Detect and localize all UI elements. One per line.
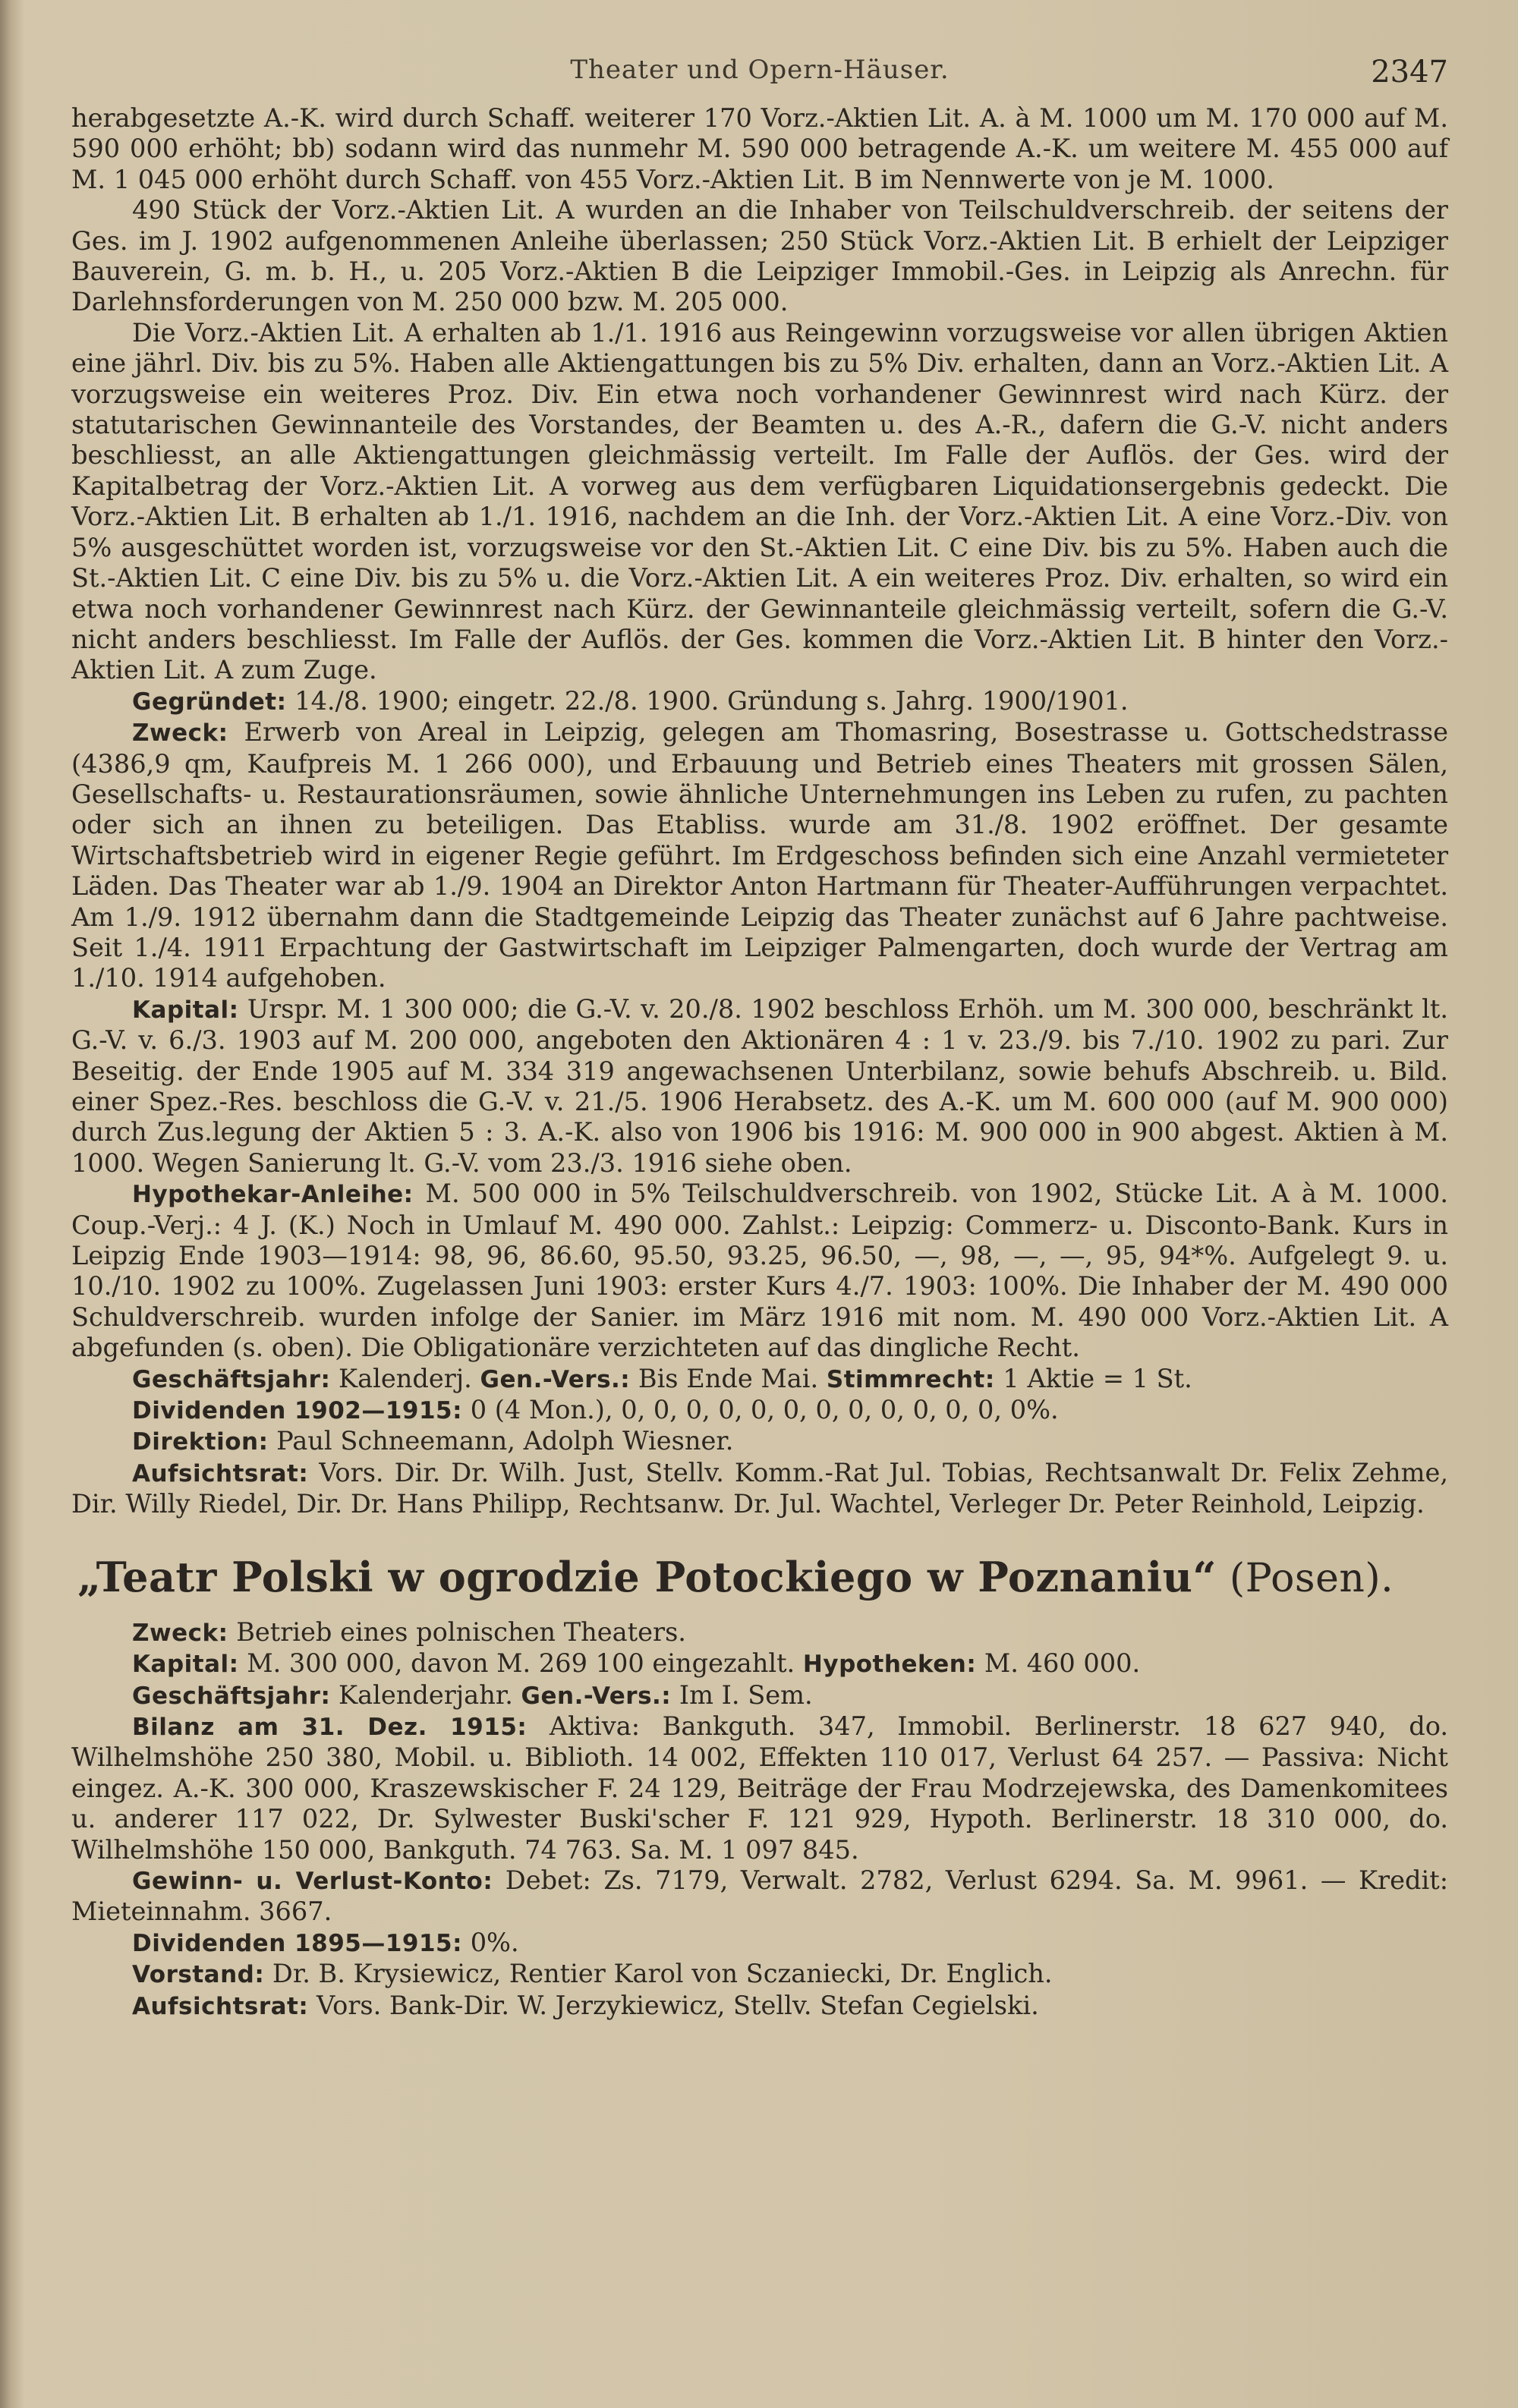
supervisory-board-label-2: Aufsichtsrat: (132, 1992, 309, 2020)
balance-sheet-label: Bilanz am 31. Dez. 1915: (132, 1713, 528, 1741)
profit-loss-text: Debet: Zs. 7179, Verwalt. 2782, Verlust 6294. Sa. M. 9961. — Kredit: Mieteinnahm. 3667. (71, 1865, 1449, 1927)
capital-text-2: M. 300 000, davon M. 269 100 eingezahlt. (238, 1648, 803, 1679)
page-header (71, 55, 1448, 103)
general-meeting-text: Bis Ende Mai. (630, 1363, 827, 1393)
page-number: 2347 (1371, 55, 1448, 90)
mortgage-bond-label: Hypothekar-Anleihe: (132, 1181, 414, 1209)
mortgage-bond-text: M. 500 000 in 5% Teilschuldverschreib. von 1902, Stücke Lit. A à M. 1000. Coup.-Verj.: 4 J. (K.) Noch in Umlauf M. 490 000. Zahlst.: Leipzig: Commerz- u. Disconto-Bank. Kurs in Leipzig Ende 1903—1914: 98, 96, 86.60, 95.50, 93.25, 96.50, —, 98, —, —, 95, 94*%. Aufgelegt 9. u. 10./10. 1902 zu 100%. Zugelassen Juni 1903: erster Kurs 4./7. 1903: 100%. Die Inhaber der M. 490 000 Schuldverschreib. wurden infolge der Sanier. im März 1916 mit nom. M. 490 000 Vorz.-Aktien Lit. A abgefunden (s. oben). Die Obligationäre verzichteten auf das dingliche Recht. (71, 1179, 1448, 1363)
supervisory-board-label: Aufsichtsrat: (132, 1459, 309, 1487)
management-paragraph (71, 1426, 1448, 1457)
general-meeting-label-2: Gen.-Vers.: (521, 1682, 672, 1710)
management-text: Paul Schneemann, Adolph Wiesner. (268, 1426, 734, 1456)
running-title: Theater und Opern-Häuser. (570, 55, 950, 85)
board-label: Vorstand: (132, 1961, 265, 1989)
purpose-label-2: Zweck: (132, 1619, 228, 1647)
preferred-shares-paragraph: 490 Stück der Vorz.-Aktien Lit. A wurden an die Inhaber von Teilschuldverschreib. der seitens der Ges. im J. 1902 aufgenommenen Anleihe überlassen; 250 Stück Vorz.-Aktien Lit. B erhielt der Leipziger Bauverein, G. m. b. H., u. 205 Vorz.-Aktien B die Leipziger Immobil.-Ges. in Leipzig als Anrechn. für Darlehnsforderungen von M. 250 000 bzw. M. 205 000. (71, 195, 1448, 317)
dividends-paragraph-2 (71, 1928, 1448, 1959)
dividends-text: 0 (4 Mon.), 0, 0, 0, 0, 0, 0, 0, 0, 0, 0, 0, 0, 0%. (462, 1395, 1059, 1425)
balance-sheet-text: Aktiva: Bankguth. 347, Immobil. Berlinerstr. 18 627 940, do. Wilhelmshöhe 250 380, Mobil. u. Biblioth. 14 002, Effekten 110 017, Verlust 64 257. — Passiva: Nicht eingez. A.-K. 300 000, Kraszewskischer F. 24 129, Beiträge der Frau Modrzejewska, des Damenkomitees u. anderer 117 022, Dr. Sylwester Buski'scher F. 121 929, Hypoth. Berlinerstr. 18 310 000, do. Wilhelmshöhe 150 000, Bankguth. 74 763. Sa. M. 1 097 845. (71, 1711, 1448, 1865)
fiscal-year-text: Kalenderj. (330, 1363, 480, 1393)
founded-text: 14./8. 1900; eingetr. 22./8. 1900. Gründung s. Jahrg. 1900/1901. (286, 685, 1129, 716)
entry-title-suffix: (Posen). (1216, 1555, 1394, 1601)
purpose-paragraph-2 (71, 1617, 1448, 1648)
supervisory-board-text-2: Vors. Bank-Dir. W. Jerzykiewicz, Stellv. Stefan Cegielski. (308, 1990, 1039, 2020)
fiscal-year-text-2: Kalenderjahr. (330, 1679, 521, 1710)
supervisory-board-paragraph-2 (71, 1991, 1448, 2022)
entry-title-main: „Teatr Polski w ogrodzie Potockiego w Poznaniu“ (77, 1552, 1217, 1601)
dividend-rights-paragraph: Die Vorz.-Aktien Lit. A erhalten ab 1./1. 1916 aus Reingewinn vorzugsweise vor allen übrigen Aktien eine jährl. Div. bis zu 5%. Haben alle Aktiengattungen bis zu 5% Div. erhalten, dann an Vorz.-Aktien Lit. A vorzugsweise ein weiteres Proz. Div. Ein etwa noch vorhandener Gewinnrest wird nach Kürz. der statutarischen Gewinnanteile des Vorstandes, der Beamten u. des A.-R., dafern die G.-V. nicht anders beschliesst, an alle Aktiengattungen gleichmässig verteilt. Im Falle der Auflös. der Ges. wird der Kapitalbetrag der Vorz.-Aktien Lit. A vorweg aus dem verfügbaren Liquidationsergebnis gedeckt. Die Vorz.-Aktien Lit. B erhalten ab 1./1. 1916, nachdem an die Inh. der Vorz.-Aktien Lit. A eine Vorz.-Div. von 5% ausgeschüttet worden ist, vorzugsweise vor den St.-Aktien Lit. C eine Div. bis zu 5%. Haben auch die St.-Aktien Lit. C eine Div. bis zu 5% u. die Vorz.-Aktien Lit. A ein weiteres Proz. Div. erhalten, so wird ein etwa noch vorhandener Gewinnrest nach Kürz. der Gewinnanteile gleichmässig verteilt, sofern die G.-V. nicht anders beschliesst. Im Falle der Auflös. der Ges. kommen die Vorz.-Aktien Lit. B hinter den Vorz.-Aktien Lit. A zum Zuge. (71, 317, 1448, 685)
fiscal-year-label-2: Geschäftsjahr: (132, 1682, 331, 1710)
fiscal-year-paragraph (71, 1364, 1448, 1395)
supervisory-board-paragraph (71, 1458, 1448, 1520)
founded-paragraph (71, 686, 1448, 717)
voting-right-label: Stimmrecht: (826, 1365, 995, 1393)
dividends-label: Dividenden 1902—1915: (132, 1397, 463, 1425)
entry-leipzig-theater (71, 103, 1448, 1520)
purpose-text: Erwerb von Areal in Leipzig, gelegen am Thomasring, Bosestrasse u. Gottschedstrasse (4386,9 qm, Kaufpreis M. 1 266 000), und Erbauung und Betrieb eines Theaters mit grossen Sälen, Gesellschafts- u. Restaurationsräumen, sowie ähnliche Unternehmungen ins Leben zu rufen, zu pachten oder sich an ihnen zu beteiligen. Das Etabliss. wurde am 31./8. 1902 eröffnet. Der gesamte Wirtschaftsbetrieb wird in eigener Regie geführt. Im Erdgeschoss befinden sich eine Anzahl vermieteter Läden. Das Theater war ab 1./9. 1904 an Direktor Anton Hartmann für Theater-Aufführungen verpachtet. Am 1./9. 1912 übernahm dann die Stadtgemeinde Leipzig das Theater zunächst auf 6 Jahre pachtweise. Seit 1./4. 1911 Erpachtung der Gastwirtschaft im Leipziger Palmengarten, doch wurde der Vertrag am 1./10. 1914 aufgehoben. (71, 717, 1448, 993)
capital-label-2: Kapital: (132, 1651, 239, 1679)
capital-label: Kapital: (132, 996, 239, 1024)
entry-title (77, 1549, 1448, 1607)
purpose-paragraph (71, 717, 1448, 994)
purpose-label: Zweck: (132, 719, 228, 748)
profit-loss-paragraph (71, 1865, 1448, 1928)
profit-loss-label: Gewinn- u. Verlust-Konto: (132, 1867, 493, 1895)
voting-right-text: 1 Aktie = 1 St. (994, 1363, 1192, 1393)
capital-paragraph (71, 994, 1448, 1179)
board-text: Dr. B. Krysiewicz, Rentier Karol von Sczaniecki, Dr. Englich. (264, 1959, 1053, 1989)
capital-text: Urspr. M. 1 300 000; die G.-V. v. 20./8. 1902 beschloss Erhöh. um M. 300 000, beschränkt lt. G.-V. v. 6./3. 1903 auf M. 200 000, angeboten den Aktionären 4 : 1 v. 23./9. bis 7./10. 1902 zu pari. Zur Beseitig. der Ende 1905 auf M. 334 319 angewachsenen Unterbilanz, sowie behufs Abschreib. u. Bild. einer Spez.-Res. beschloss die G.-V. v. 21./5. 1906 Herabsetz. des A.-K. um M. 600 000 (auf M. 900 000) durch Zus.legung der Aktien 5 : 3. A.-K. also von 1906 bis 1916: M. 900 000 in 900 abgest. Aktien à M. 1000. Wegen Sanierung lt. G.-V. vom 23./3. 1916 siehe oben. (71, 993, 1448, 1178)
general-meeting-label: Gen.-Vers.: (480, 1365, 631, 1393)
mortgage-bond-paragraph (71, 1179, 1448, 1363)
mortgages-text: M. 460 000. (976, 1648, 1141, 1679)
supervisory-board-text: Vors. Dir. Dr. Wilh. Just, Stellv. Komm.-Rat Jul. Tobias, Rechtsanwalt Dr. Felix Zehme, Dir. Willy Riedel, Dir. Dr. Hans Philipp, Rechtsanw. Dr. Jul. Wachtel, Verleger Dr. Peter Reinhold, Leipzig. (71, 1457, 1448, 1519)
management-label: Direktion: (132, 1428, 269, 1456)
founded-label: Gegründet: (132, 688, 287, 716)
dividends-text-2: 0%. (462, 1927, 519, 1957)
mortgages-label: Hypotheken: (802, 1651, 977, 1679)
purpose-text-2: Betrieb eines polnischen Theaters. (228, 1616, 686, 1647)
dividends-paragraph (71, 1395, 1448, 1426)
board-paragraph (71, 1959, 1448, 1990)
capital-paragraph-2 (71, 1648, 1448, 1679)
fiscal-year-paragraph-2 (71, 1680, 1448, 1711)
dividends-label-2: Dividenden 1895—1915: (132, 1929, 463, 1957)
capital-reduction-paragraph: herabgesetzte A.-K. wird durch Schaff. weiterer 170 Vorz.-Aktien Lit. A. à M. 1000 um M. 170 000 auf M. 590 000 erhöht; bb) sodann wird das nunmehr M. 590 000 betragende A.-K. um weitere M. 455 000 auf M. 1 045 000 erhöht durch Schaff. von 455 Vorz.-Aktien Lit. B im Nennwerte von je M. 1000. (71, 103, 1448, 194)
balance-sheet-paragraph (71, 1711, 1448, 1865)
entry-teatr-polski (71, 1617, 1448, 2022)
fiscal-year-label: Geschäftsjahr: (132, 1365, 331, 1393)
general-meeting-text-2: Im I. Sem. (671, 1679, 813, 1710)
